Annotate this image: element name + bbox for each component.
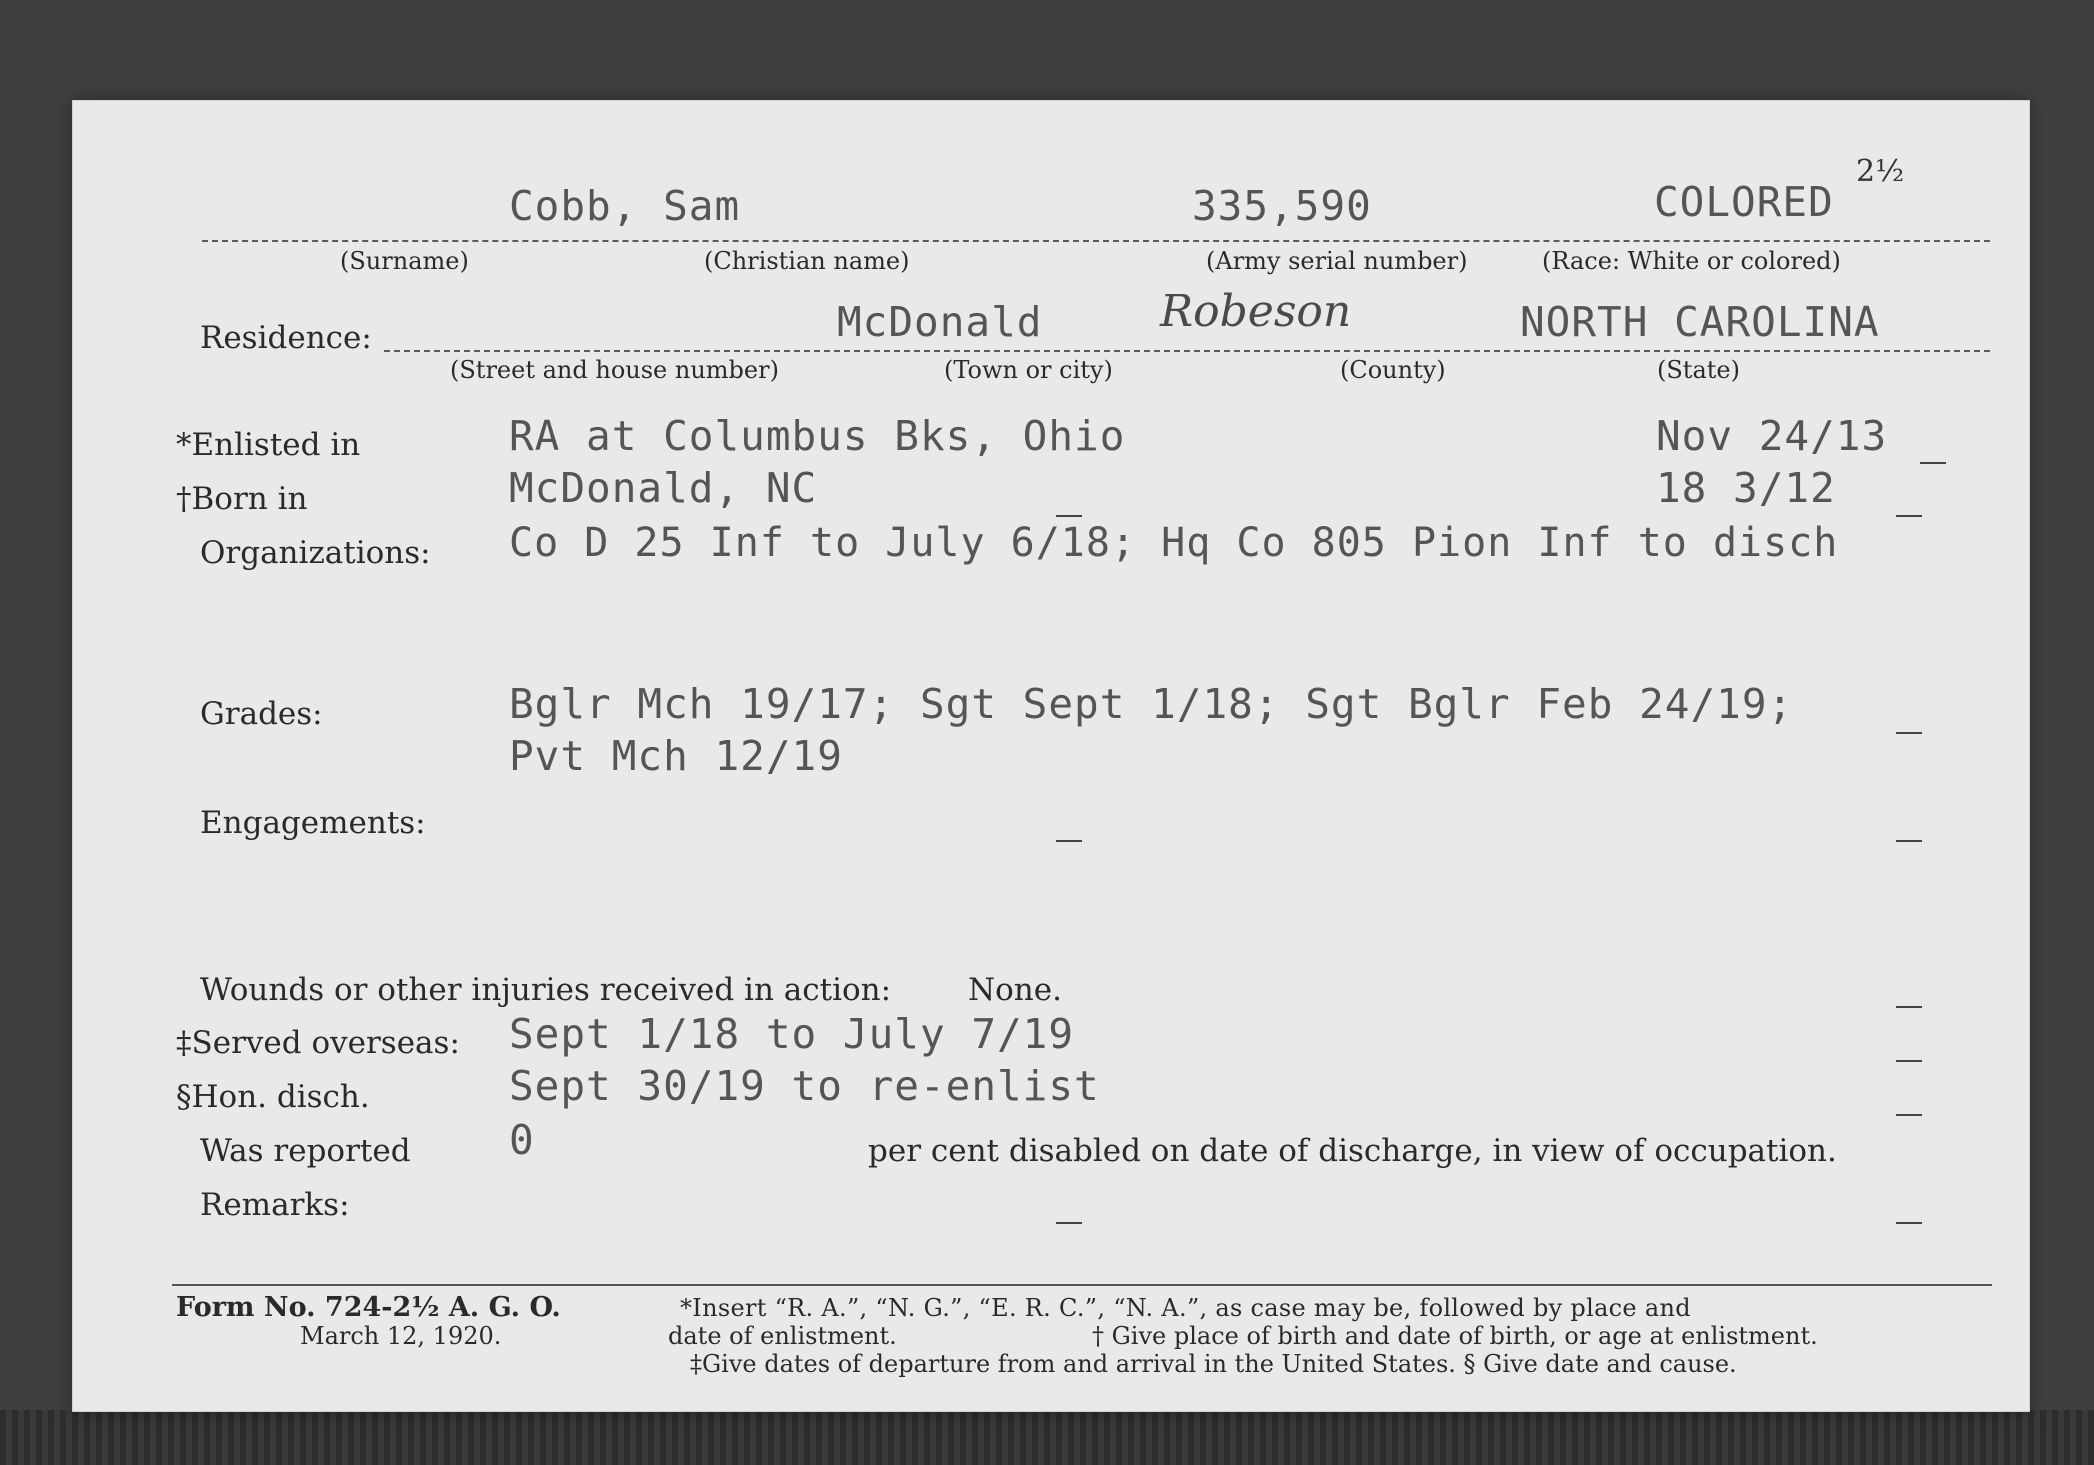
grades-tick xyxy=(1896,732,1922,734)
engagements-tick-right xyxy=(1896,840,1922,842)
organizations-label: Organizations: xyxy=(200,535,431,571)
enlisted-label: *Enlisted in xyxy=(176,427,361,463)
form-date: March 12, 1920. xyxy=(300,1322,502,1350)
surname-value: Cobb, Sam xyxy=(509,182,741,230)
wounds-value: None. xyxy=(968,972,1062,1008)
card-number: 2½ xyxy=(1856,154,1905,189)
grades-value-line2: Pvt Mch 12/19 xyxy=(509,732,843,780)
remarks-tick-mid xyxy=(1056,1222,1082,1224)
state-caption: (State) xyxy=(1657,356,1740,384)
engagements-tick-mid xyxy=(1056,840,1082,842)
residence-label: Residence: xyxy=(200,320,372,356)
remarks-label: Remarks: xyxy=(200,1187,350,1223)
wounds-label: Wounds or other injuries received in action: xyxy=(200,972,892,1008)
honorable-discharge-label: §Hon. disch. xyxy=(176,1079,370,1115)
scan-background-strip xyxy=(0,1410,2094,1465)
born-tick-right xyxy=(1896,515,1922,517)
header-dashed-line xyxy=(202,240,1990,242)
percent-disabled-text: per cent disabled on date of discharge, in view of occupation. xyxy=(868,1133,1837,1169)
serial-number-value: 335,590 xyxy=(1192,182,1372,230)
footer-rule xyxy=(172,1284,1992,1286)
born-label: †Born in xyxy=(176,481,308,517)
form-number: Form No. 724-2½ A. G. O. xyxy=(176,1292,561,1323)
street-caption: (Street and house number) xyxy=(450,356,779,384)
service-record-card xyxy=(72,100,2030,1412)
serial-number-caption: (Army serial number) xyxy=(1206,247,1468,275)
footnote-enlistment: date of enlistment. xyxy=(668,1322,897,1350)
remarks-tick-right xyxy=(1896,1222,1922,1224)
engagements-label: Engagements: xyxy=(200,805,426,841)
town-caption: (Town or city) xyxy=(944,356,1113,384)
grades-value-line1: Bglr Mch 19/17; Sgt Sept 1/18; Sgt Bglr Feb 24/19; xyxy=(509,680,1794,728)
county-caption: (County) xyxy=(1340,356,1446,384)
percent-disabled-value: 0 xyxy=(509,1116,535,1164)
served-overseas-value: Sept 1/18 to July 7/19 xyxy=(509,1010,1075,1058)
honorable-discharge-value: Sept 30/19 to re-enlist xyxy=(509,1062,1100,1110)
enlisted-tick xyxy=(1920,462,1946,464)
enlisted-date-value: Nov 24/13 xyxy=(1656,412,1888,460)
organizations-value: Co D 25 Inf to July 6/18; Hq Co 805 Pion Inf to disch xyxy=(509,520,1839,566)
footnote-insert: *Insert “R. A.”, “N. G.”, “E. R. C.”, “N. A.”, as case may be, followed by place and xyxy=(680,1294,1691,1322)
served-overseas-label: ‡Served overseas: xyxy=(176,1025,460,1061)
county-value-handwritten: Robeson xyxy=(1160,286,1352,337)
was-reported-label: Was reported xyxy=(200,1133,411,1169)
surname-caption: (Surname) xyxy=(340,247,469,275)
born-place-value: McDonald, NC xyxy=(509,464,818,512)
town-value: McDonald xyxy=(837,298,1043,346)
race-value: COLORED xyxy=(1654,178,1834,226)
race-caption: (Race: White or colored) xyxy=(1542,247,1841,275)
born-age-value: 18 3/12 xyxy=(1656,464,1836,512)
born-tick-mid xyxy=(1056,515,1082,517)
overseas-tick xyxy=(1896,1060,1922,1062)
enlisted-place-value: RA at Columbus Bks, Ohio xyxy=(509,412,1126,460)
residence-dashed-line xyxy=(384,350,1990,352)
footnote-birth: † Give place of birth and date of birth, or age at enlistment. xyxy=(1092,1322,1818,1350)
wounds-tick xyxy=(1896,1006,1922,1008)
state-value: NORTH CAROLINA xyxy=(1520,298,1880,346)
discharge-tick xyxy=(1896,1114,1922,1116)
footnote-overseas-discharge: ‡Give dates of departure from and arrival in the United States. § Give date and cause. xyxy=(690,1350,1737,1378)
christian-name-caption: (Christian name) xyxy=(704,247,910,275)
grades-label: Grades: xyxy=(200,696,323,732)
